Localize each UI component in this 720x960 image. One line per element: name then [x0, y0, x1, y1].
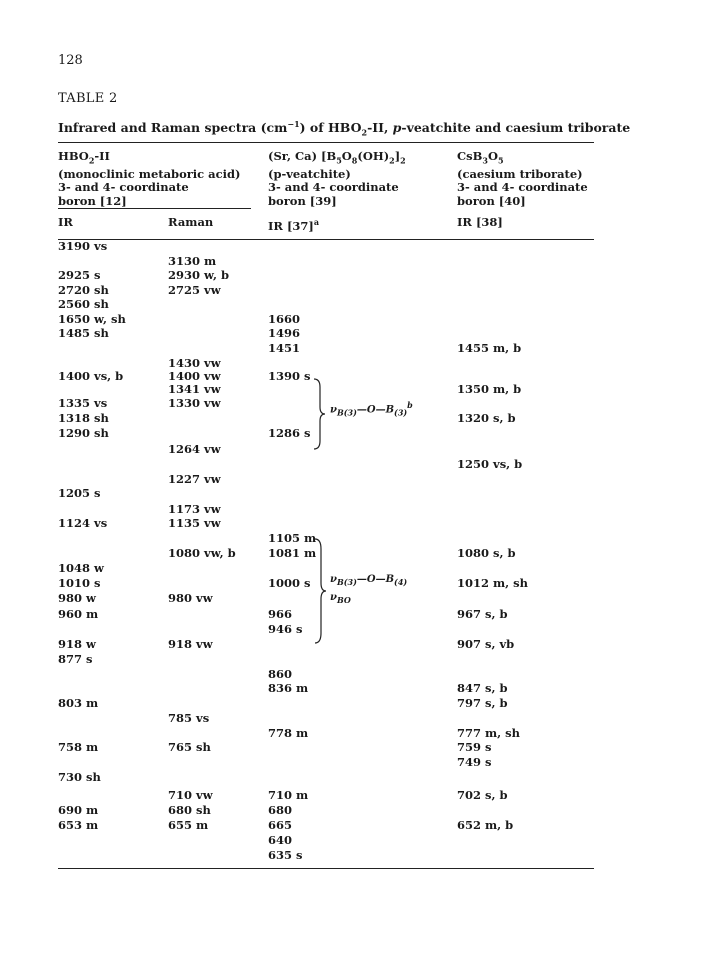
table-cell: 1330 vw — [168, 396, 221, 410]
table-cell: 1081 m — [268, 546, 317, 560]
header-triborate-desc: (caesium triborate) — [457, 166, 583, 181]
table-cell: 655 m — [168, 818, 209, 832]
table-cell: 2720 sh — [58, 283, 109, 297]
table-cell: 1135 vw — [168, 516, 221, 530]
table-cell: 749 s — [457, 755, 492, 769]
header-hbo2-ref: boron [12] — [58, 193, 127, 208]
header-hbo2-underline — [58, 208, 251, 209]
subheader-ir-1: IR — [58, 215, 73, 229]
table-cell: 918 vw — [168, 637, 213, 651]
table-cell: 1205 s — [58, 486, 101, 500]
table-cell: 1080 s, b — [457, 546, 516, 560]
table-cell: 1496 — [268, 326, 301, 340]
page-number: 128 — [58, 53, 83, 68]
bottom-rule — [58, 868, 594, 869]
table-cell: 960 m — [58, 607, 99, 621]
header-triborate-coord: 3- and 4- coordinate — [457, 180, 588, 195]
table-cell: 946 s — [268, 622, 303, 636]
table-cell: 702 s, b — [457, 788, 508, 802]
table-cell: 2560 sh — [58, 297, 109, 311]
table-cell: 1080 vw, b — [168, 546, 236, 560]
header-triborate — [457, 150, 588, 208]
table-cell: 860 — [268, 667, 293, 681]
table-cell: 2725 vw — [168, 283, 221, 297]
table-cell: 785 vs — [168, 711, 210, 725]
table-cell: 680 sh — [168, 803, 211, 817]
header-bottom-rule — [58, 239, 594, 240]
table-cell: 652 m, b — [457, 818, 514, 832]
table-cell: 2925 s — [58, 268, 101, 282]
brace-1390-1286 — [312, 377, 326, 451]
header-veatchite-name: (Sr, Ca) $[B_5O_8(OH)_2]_2$ — [268, 149, 406, 166]
header-veatchite — [268, 150, 406, 208]
table-cell: 635 s — [268, 848, 303, 862]
table-cell: 1250 vs, b — [457, 457, 523, 471]
table-cell: 1485 sh — [58, 326, 109, 340]
subheader-ir-3: IR [38] — [457, 215, 503, 229]
header-hbo2 — [58, 150, 240, 208]
table-cell: 1105 m — [268, 531, 317, 545]
table-cell: 690 m — [58, 803, 99, 817]
header-veatchite-desc: (p-veatchite) — [268, 166, 351, 181]
table-cell: 847 s, b — [457, 681, 508, 695]
table-cell: 980 vw — [168, 591, 213, 605]
table-cell: 1451 — [268, 341, 301, 355]
table-cell: 1400 vw — [168, 369, 221, 383]
table-cell: 2930 w, b — [168, 268, 230, 282]
table-cell: 758 m — [58, 740, 99, 754]
annotation-b3-o-b3: $\nu_{B(3)}—O—B_{(3)}^b$ — [330, 400, 413, 418]
header-triborate-ref: boron [40] — [457, 193, 526, 208]
table-cell: 967 s, b — [457, 607, 508, 621]
table-cell: 1650 w, sh — [58, 312, 126, 326]
table-cell: 653 m — [58, 818, 99, 832]
table-cell: 1124 vs — [58, 516, 108, 530]
table-cell: 907 s, vb — [457, 637, 515, 651]
table-cell: 765 sh — [168, 740, 211, 754]
table-label: TABLE 2 — [58, 91, 118, 106]
subheader-ir-2: IR $[37]^a$ — [268, 217, 320, 233]
header-hbo2-coord: 3- and 4- coordinate — [58, 180, 189, 195]
table-cell: 1390 s — [268, 369, 311, 383]
table-cell: 1000 s — [268, 576, 311, 590]
table-cell: 1227 vw — [168, 472, 221, 486]
table-cell: 877 s — [58, 652, 93, 666]
table-cell: 1400 vs, b — [58, 369, 124, 383]
table-cell: 1048 w — [58, 561, 104, 575]
table-cell: 1341 vw — [168, 382, 221, 396]
table-cell: 836 m — [268, 681, 309, 695]
table-caption: Infrared and Raman spectra $(cm^{-1})$ of $HBO_2-II$, p-veatchite and caesium triborate — [58, 119, 631, 138]
brace-1105-946 — [313, 537, 327, 645]
table-cell: 1318 sh — [58, 411, 109, 425]
table-cell: 803 m — [58, 696, 99, 710]
table-cell: 1660 — [268, 312, 301, 326]
table-cell: 3130 m — [168, 254, 217, 268]
subheader-raman: Raman — [168, 215, 214, 229]
annotation-bo: $\nu_{BO}$ — [330, 592, 351, 605]
annotation-b3-o-b4: $\nu_{B(3)}—O—B_{(4)}$ — [330, 574, 408, 587]
table-cell: 918 w — [58, 637, 96, 651]
header-hbo2-name: $HBO_2-II$ — [58, 149, 110, 166]
table-cell: 1290 sh — [58, 426, 109, 440]
table-cell: 1012 m, sh — [457, 576, 529, 590]
header-veatchite-ref: boron [39] — [268, 193, 337, 208]
top-rule — [58, 142, 594, 143]
table-cell: 1264 vw — [168, 442, 221, 456]
table-cell: 680 — [268, 803, 293, 817]
header-triborate-name: $CsB_3O_5$ — [457, 149, 504, 166]
table-cell: 778 m — [268, 726, 309, 740]
table-cell: 640 — [268, 833, 293, 847]
table-cell: 759 s — [457, 740, 492, 754]
table-cell: 1173 vw — [168, 502, 221, 516]
table-cell: 777 m, sh — [457, 726, 521, 740]
table-cell: 730 sh — [58, 770, 101, 784]
table-cell: 1010 s — [58, 576, 101, 590]
table-cell: 1286 s — [268, 426, 311, 440]
table-cell: 980 w — [58, 591, 96, 605]
header-hbo2-desc: (monoclinic metaboric acid) — [58, 166, 241, 181]
table-cell: 1335 vs — [58, 396, 108, 410]
table-cell: 665 — [268, 818, 293, 832]
table-cell: 710 m — [268, 788, 309, 802]
table-cell: 3190 vs — [58, 239, 108, 253]
table-cell: 1350 m, b — [457, 382, 522, 396]
table-cell: 710 vw — [168, 788, 213, 802]
table-cell: 1320 s, b — [457, 411, 516, 425]
table-cell: 797 s, b — [457, 696, 508, 710]
table-cell: 1455 m, b — [457, 341, 522, 355]
table-cell: 966 — [268, 607, 293, 621]
table-cell: 1430 vw — [168, 356, 221, 370]
header-veatchite-coord: 3- and 4- coordinate — [268, 180, 399, 195]
